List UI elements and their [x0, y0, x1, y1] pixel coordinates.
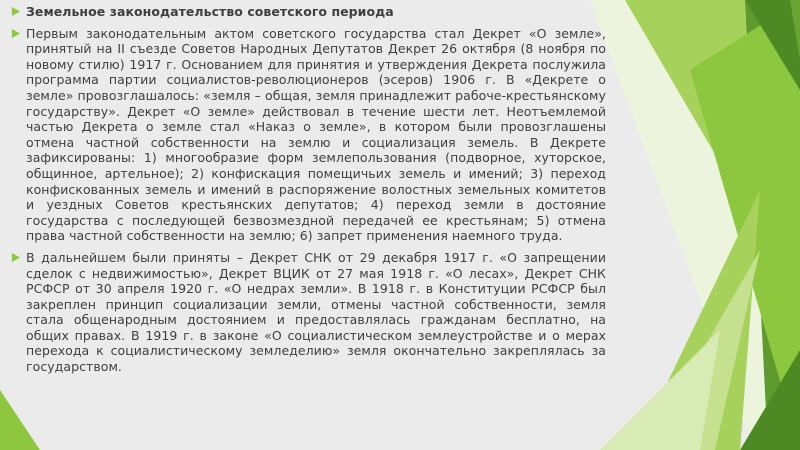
triangle-bullet-icon: [11, 7, 20, 16]
paragraph-later-decrees: [8, 250, 606, 375]
slide-heading: [8, 4, 606, 20]
triangle-bullet-icon: [11, 253, 20, 262]
paragraph-text: Первым законодательным актом советского государства стал Декрет «О земле», принятый на II съезде Советов Народных Депутатов Декрет 26 октября (8 ноября по новому стилю) 1917 г. Основанием для принятия и утверждения Декрета послужила программа партии социалистов-революционеров (эсеров) 1906 г. В «Декрете о земле» провозглашалось: «земля – общая, земля принадлежит рабоче-крестьянскому государству». Декрет «О земле» действовал в течение шести лет. Неотъемлемой частью Декрета о земле стал «Наказ о земле», в котором были провозглашены отмена частной собственности на землю и социализация земель. В Декрете зафиксированы: 1) многообразие форм землепользования (подворное, хуторское, общинное, артельное); 2) конфискация помещичьих земель и имений; 3) переход конфискованных земель и имений в распоряжение волостных земельных комитетов и уездных Советов крестьянских депутатов; 4) переход земли в достояние государства с последующей безвозмездной передачей ее крестьянам; 5) отмена права частной собственности на землю; 6) запрет применения наемного труда.: [26, 25, 606, 244]
paragraph-text: В дальнейшем были приняты – Декрет СНК от 29 декабря 1917 г. «О запрещении сделок с недвижимостью», Декрет ВЦИК от 27 мая 1918 г. «О лесах», Декрет СНК РСФСР от 30 апреля 1920 г. «О недрах земли». В 1918 г. в Конституции РСФСР был закреплен принцип социализации земли, отмены частной собственности, земля стала общенародным достоянием и предоставлялась гражданам бесплатно, на общих правах. В 1919 г. в законе «О социалистическом землеустройстве и о мерах перехода к социалистическому земледелию» земля окончательно закреплялась за государством.: [26, 249, 606, 375]
slide-content: [8, 4, 606, 381]
paragraph-decree-on-land: [8, 26, 606, 244]
triangle-bullet-icon: [11, 29, 20, 38]
heading-text: Земельное законодательство советского периода: [26, 4, 394, 19]
